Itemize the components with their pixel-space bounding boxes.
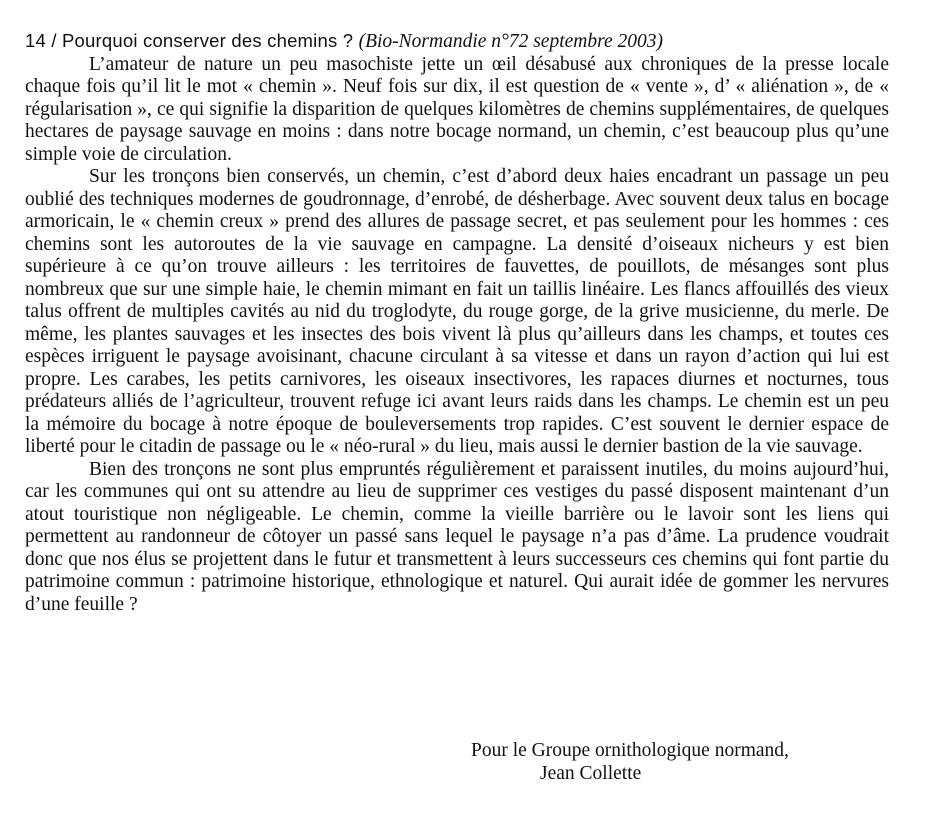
paragraph-3: Bien des tronçons ne sont plus empruntés régulièrement et paraissent inutiles, du moins aujourd’hui, car les communes qui ont su attendre au lieu de supprimer ces vestiges du passé disposent maintenant d’un atout touristique non négligeable. Le chemin, comme la vieille barrière ou le lavoir sont les liens qui permettent au randonneur de côtoyer un passé sans lequel le paysage n’a pas d’âme. La prudence voudrait donc que nos élus se projettent dans le futur et transmettent à leurs successeurs ces chemins qui font partie du patrimoine commun : patrimoine historique, ethnologique et naturel. Qui aurait idée de gommer les nervures d’une feuille ? (25, 458, 889, 615)
paragraph-2: Sur les tronçons bien conservés, un chemin, c’est d’abord deux haies encadrant un passage un peu oublié des techniques modernes de goudronnage, d’enrobé, de désherbage. Avec souvent deux talus en bocage armoricain, le « chemin creux » prend des allures de passage secret, et pas seulement pour les hommes : ces chemins sont les autoroutes de la vie sauvage en campagne. La densité d’oiseaux nicheurs y est bien supérieure à ce qu’on trouve ailleurs : les territoires de fauvettes, de pouillots, de mésanges sont plus nombreux que sur une simple haie, le chemin mimant en fait un taillis linéaire. Les flancs affouillés des vieux talus offrent de multiples cavités au nid du troglodyte, du rouge gorge, de la grive musicienne, du merle. De même, les plantes sauvages et les insectes des bois vivent là plus qu’ailleurs dans les champs, et toutes ces espèces irriguent le paysage avoisinant, chacune circulant à sa vitesse et dans un rayon d’action qui lui est propre. Les carabes, les petits carnivores, les oiseaux insectivores, les rapaces diurnes et nocturnes, tous prédateurs alliés de l’agriculteur, trouvent refuge ici avant leurs raids dans les champs. Le chemin est un peu la mémoire du bocage à notre époque de bouleversements trop rapides. C’est souvent le dernier espace de liberté pour le citadin de passage ou le « néo-rural » du lieu, mais aussi le dernier bastion de la vie sauvage. (25, 166, 889, 457)
article-source: (Bio-Normandie n°72 septembre 2003) (358, 31, 663, 52)
signature-author: Jean Collette (540, 762, 642, 784)
article-title: 14 / Pourquoi conserver des chemins ? (25, 30, 359, 51)
article-heading (25, 30, 889, 54)
signature-organization: Pour le Groupe ornithologique normand, (471, 740, 789, 761)
article (25, 30, 889, 616)
signature-block (471, 740, 789, 785)
paragraph-1: L’amateur de nature un peu masochiste jette un œil désabusé aux chroniques de la presse locale chaque fois qu’il lit le mot « chemin ». Neuf fois sur dix, il est question de « vente », d’ « aliénation », de « régularisation », ce qui signifie la disparition de quelques kilomètres de chemins supplémentaires, de quelques hectares de paysage sauvage en moins : dans notre bocage normand, un chemin, c’est beaucoup plus qu’une simple voie de circulation. (25, 53, 889, 165)
